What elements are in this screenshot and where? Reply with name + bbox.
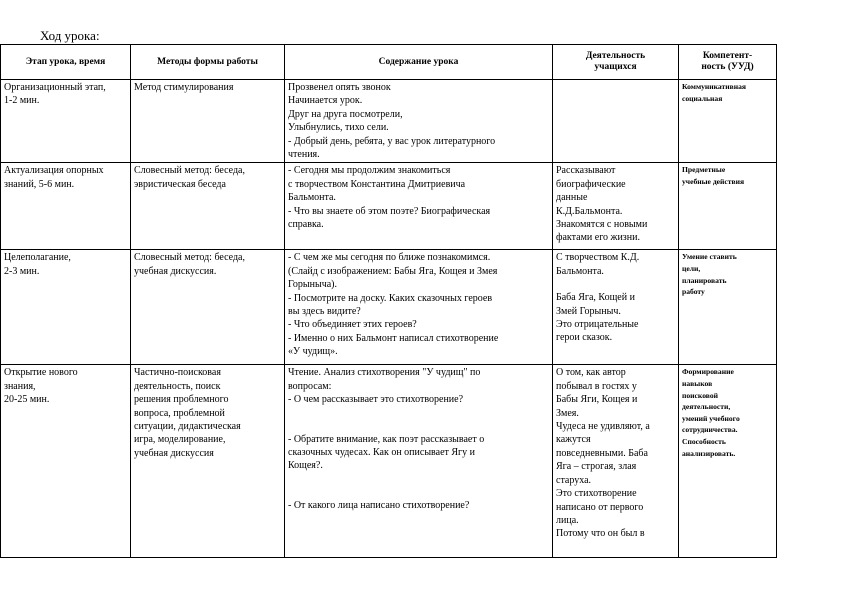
cell-line: Целеполагание, (4, 252, 71, 264)
cell-line: Баба Яга, Кощей и (556, 292, 635, 304)
cell-line (288, 473, 549, 486)
cell-line: поисковой (682, 390, 719, 400)
cell-line: старуха. (556, 474, 592, 486)
header-competence: Компетент- ность (УУД) (679, 45, 777, 80)
cell-line: Актуализация опорных (4, 165, 104, 177)
cell-line: - Сегодня мы продолжим знакомиться (288, 165, 451, 177)
cell-line: Потому что он был в (556, 528, 645, 540)
cell-line: - Что объединяет этих героев? (288, 319, 417, 331)
cell-line: работу (682, 287, 705, 297)
cell-line: цели, (682, 264, 701, 274)
cell-line: Это стихотворение (556, 488, 637, 500)
cell-competence (679, 163, 777, 250)
table-row (1, 80, 777, 163)
cell-line: деятельность, поиск (134, 380, 221, 392)
lesson-plan-table (0, 44, 777, 558)
header-methods: Методы формы работы (131, 45, 285, 80)
cell-line: Бальмонта. (288, 192, 336, 204)
cell-line: Умение ставить (682, 252, 737, 262)
cell-line: Змея. (556, 407, 579, 419)
cell-line: Коммуникативная (682, 82, 747, 91)
cell-line: 1-2 мин. (4, 95, 40, 107)
cell-line: написано от первого (556, 501, 644, 513)
cell-line: справка. (288, 219, 324, 231)
cell-line (556, 278, 675, 291)
cell-line: Улыбнулись, тихо сели. (288, 122, 389, 134)
cell-line: Рассказывают (556, 165, 616, 177)
cell-line: Словесный метод: беседа, (134, 165, 245, 177)
cell-line: кажутся (556, 434, 591, 446)
cell-line: учебные действия (682, 177, 745, 187)
cell-line: побывал в гостях у (556, 380, 637, 392)
cell-line: Прозвенел опять звонок (288, 82, 391, 93)
cell-line: герои сказок. (556, 332, 613, 344)
cell-line: чтения. (288, 149, 320, 161)
page-title: Ход урока: (40, 28, 100, 43)
cell-line: Кощея?. (288, 460, 323, 472)
cell-line: умений учебного (682, 413, 740, 423)
cell-content (285, 250, 553, 365)
cell-line: Знакомятся с новыми (556, 219, 648, 231)
cell-line: лица. (556, 514, 579, 526)
cell-content (285, 80, 553, 163)
cell-line: 20-25 мин. (4, 394, 50, 406)
cell-line: знания, (4, 380, 36, 392)
cell-line: Горыныча). (288, 279, 337, 291)
cell-line: Способность (682, 437, 726, 446)
cell-line: - Обратите внимание, как поэт рассказывает о (288, 433, 485, 445)
cell-line: вы здесь видите? (288, 306, 361, 318)
header-activity: Деятельность учащихся (553, 45, 679, 80)
cell-line: планировать (682, 275, 727, 285)
cell-competence (679, 250, 777, 365)
cell-line: анализировать. (682, 448, 736, 458)
cell-line: сотрудничества. (682, 425, 738, 435)
cell-line: вопроса, проблемной (134, 407, 225, 419)
cell-line: Метод стимулирования (134, 82, 234, 93)
cell-methods (131, 163, 285, 250)
cell-methods (131, 80, 285, 163)
cell-line: социальная (682, 93, 723, 103)
cell-line: - Добрый день, ребята, у вас урок литературного (288, 135, 496, 147)
cell-line: Открытие нового (4, 367, 78, 379)
cell-methods (131, 250, 285, 365)
cell-line: Это отрицательные (556, 319, 639, 331)
cell-line (288, 486, 549, 499)
cell-stage (1, 163, 131, 250)
cell-line: навыков (682, 379, 713, 389)
cell-line: эвристическая беседа (134, 178, 226, 190)
cell-line: - Именно о них Бальмонт написал стихотворение (288, 332, 499, 344)
cell-line: биографические (556, 178, 626, 190)
cell-activity (553, 250, 679, 365)
cell-line: К.Д.Бальмонта. (556, 205, 623, 217)
cell-line: «У чудищ». (288, 346, 338, 358)
table-row (1, 365, 777, 558)
cell-line (288, 420, 549, 433)
cell-activity (553, 365, 679, 558)
cell-line: знаний, 5-6 мин. (4, 178, 75, 190)
cell-stage (1, 250, 131, 365)
cell-content (285, 163, 553, 250)
cell-line: Бабы Яги, Кощея и (556, 394, 638, 406)
cell-line: 2-3 мин. (4, 265, 40, 277)
cell-line (288, 407, 549, 420)
cell-line: Предметные (682, 165, 726, 175)
cell-stage (1, 365, 131, 558)
cell-competence (679, 80, 777, 163)
cell-line: решения проблемного (134, 394, 229, 406)
cell-line: данные (556, 192, 588, 204)
cell-line: деятельности, (682, 402, 731, 412)
cell-line: Бальмонта. (556, 265, 604, 277)
cell-line: Начинается урок. (288, 95, 363, 107)
cell-line: игра, моделирование, (134, 434, 226, 446)
table-row (1, 163, 777, 250)
cell-line: учебная дискуссия. (134, 265, 217, 277)
cell-line: - О чем рассказывает это стихотворение? (288, 394, 464, 406)
cell-line: Друг на друга посмотрели, (288, 108, 403, 120)
cell-content (285, 365, 553, 558)
cell-line: Словесный метод: беседа, (134, 252, 245, 264)
cell-line: ситуации, дидактическая (134, 421, 241, 433)
cell-line: с творчеством Константина Дмитриевича (288, 178, 466, 190)
cell-activity (553, 80, 679, 163)
cell-line: (Слайд с изображением: Бабы Яга, Кощея и Змея (288, 265, 498, 277)
header-row (1, 45, 777, 80)
cell-line: Чудеса не удивляют, а (556, 421, 650, 433)
cell-line: О том, как автор (556, 367, 626, 379)
cell-line: учебная дискуссия (134, 447, 214, 459)
cell-activity (553, 163, 679, 250)
cell-line: Формирование (682, 367, 734, 377)
header-content: Содержание урока (285, 45, 553, 80)
cell-line: повседневными. Баба (556, 447, 648, 459)
cell-line: Чтение. Анализ стихотворения "У чудищ" по (288, 367, 481, 379)
cell-stage (1, 80, 131, 163)
cell-line: фактами его жизни. (556, 232, 640, 244)
cell-line: Организационный этап, (4, 82, 106, 93)
cell-line: вопросам: (288, 380, 332, 392)
cell-line: - Посмотрите на доску. Каких сказочных героев (288, 292, 493, 304)
cell-line: Змей Горыныч. (556, 305, 621, 317)
cell-line: сказочных чудесах. Как он описывает Ягу и (288, 447, 475, 459)
cell-line: - От какого лица написано стихотворение? (288, 499, 470, 511)
cell-line: Яга – строгая, злая (556, 461, 637, 473)
header-stage: Этап урока, время (1, 45, 131, 80)
cell-methods (131, 365, 285, 558)
cell-line: - С чем же мы сегодня по ближе познакомимся. (288, 252, 491, 264)
cell-competence (679, 365, 777, 558)
table-row (1, 250, 777, 365)
cell-line: С творчеством К.Д. (556, 252, 640, 264)
cell-line: Частично-поисковая (134, 367, 221, 379)
cell-line: - Что вы знаете об этом поэте? Биографическая (288, 205, 491, 217)
